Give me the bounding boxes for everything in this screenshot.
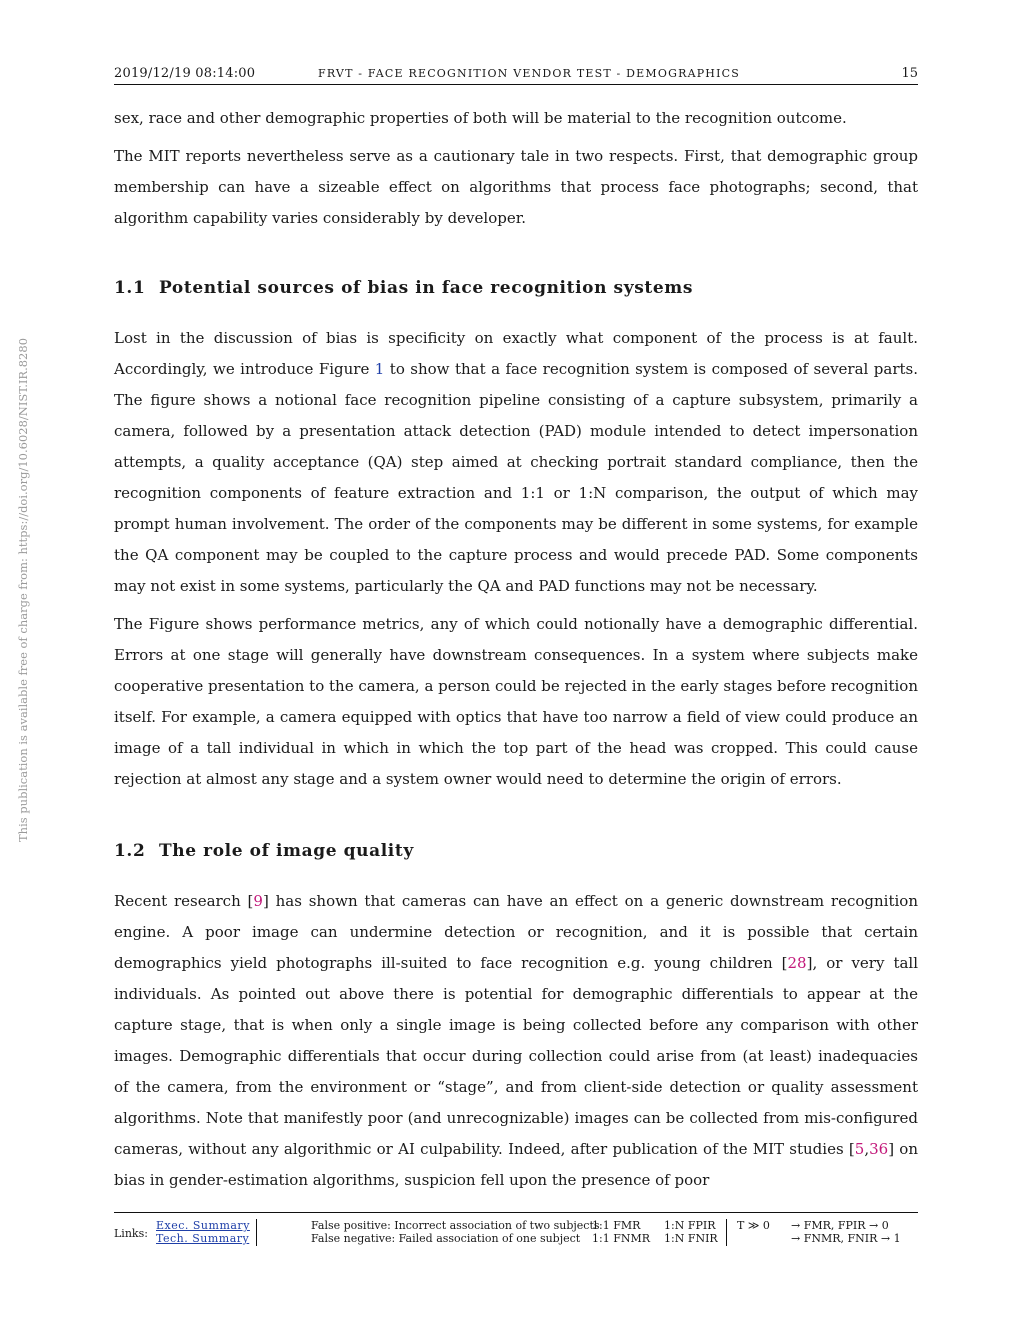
page-body	[114, 103, 918, 1196]
header-title: FRVT - FACE RECOGNITION VENDOR TEST - DEMOGRAPHICS	[318, 67, 741, 80]
section-heading-bias-sources	[114, 278, 918, 298]
section-title: Potential sources of bias in face recognition systems	[159, 278, 693, 298]
running-header	[114, 64, 918, 85]
citation-link[interactable]: 9	[253, 892, 263, 910]
paragraph-mit-reports: The MIT reports nevertheless serve as a cautionary tale in two respects. First, that demographic group membership can have a sizeable effect on algorithms that process face photographs; second, that algorithm capability varies considerably by developer.	[114, 147, 918, 227]
citation-link[interactable]: 36	[869, 1140, 889, 1158]
paragraph-performance-metrics: The Figure shows performance metrics, any of which could notionally have a demographic differential. Errors at one stage will generally have downstream consequences. In a system where subjects make cooperative presentation to the camera, a person could be rejected in the early stages before recognition itself. For example, a camera equipped with optics that have too narrow a field of view could produce an image of a tall individual in which in which the top part of the head was cropped. This could cause rejection at almost any stage and a system owner would need to determine the origin of errors.	[114, 615, 918, 788]
fmr-label: 1:1 FMR	[592, 1219, 641, 1232]
section-number: 1.2	[114, 841, 146, 861]
citation-link[interactable]: 5	[854, 1140, 865, 1158]
footer-divider	[726, 1219, 727, 1246]
paragraph-pipeline	[114, 323, 918, 602]
links-label: Links:	[114, 1227, 148, 1240]
text-run: Recent research [	[114, 892, 254, 910]
false-negative-limit: → FNMR, FNIR → 1	[791, 1232, 901, 1245]
header-date: 2019/12/19 08:14:00	[114, 66, 256, 81]
text-run: ], or very tall individuals. As pointed out above there is potential for demographic differentials to appear at the capture stage, that is when only a single image is being collected before any comparison with other images. Demographic differentials that occur during collection could arise from (at least) inadequacies of the camera, from the environment or “stage”, and from client-side detection or quality assessment algorithms. Note that manifestly poor (and unrecognizable) images can be collected from mis-configured cameras, without any algorithmic or AI culpability. Indeed, after publication of the MIT studies [	[114, 954, 919, 1158]
fnir-label: 1:N FNIR	[664, 1232, 718, 1245]
threshold-label: T ≫ 0	[737, 1219, 770, 1232]
doi-sidebar: This publication is available free of charge from: https://doi.org/10.6028/NIST.IR.8280	[16, 337, 30, 842]
citation-link[interactable]: 28	[787, 954, 807, 972]
section-title: The role of image quality	[159, 841, 414, 861]
text-run: Lost in the discussion of bias is specificity on exactly what component of the process is at fault. Accordingly, we introduce Figure	[114, 329, 918, 378]
text-run: ,	[864, 1140, 870, 1158]
page-footer	[114, 1212, 918, 1253]
text-run: to show that a face recognition system is composed of several parts. The figure shows a notional face recognition pipeline consisting of a capture subsystem, primarily a camera, followed by a presentation attack detection (PAD) module intended to detect impersonation attempts, a quality acceptance (QA) step aimed at checking portrait standard compliance, then the recognition components of feature extraction and 1:1 or 1:N comparison, the output of which may prompt human involvement. The order of the components may be different in some systems, for example the QA component may be coupled to the capture process and would precede PAD. Some components may not exist in some systems, particularly the QA and PAD functions may not be necessary.	[114, 360, 918, 595]
section-number: 1.1	[114, 278, 146, 298]
false-positive-definition: False positive: Incorrect association of two subjects	[311, 1219, 600, 1232]
false-positive-limit: → FMR, FPIR → 0	[791, 1219, 889, 1232]
figure-link[interactable]: 1	[374, 360, 385, 378]
paragraph-image-quality	[114, 886, 918, 1196]
fpir-label: 1:N FPIR	[664, 1219, 716, 1232]
section-heading-image-quality	[114, 841, 918, 861]
fnmr-label: 1:1 FNMR	[592, 1232, 651, 1245]
exec-summary-link[interactable]: Exec. Summary	[156, 1219, 250, 1232]
false-negative-definition: False negative: Failed association of one subject	[311, 1232, 581, 1245]
page-number: 15	[901, 66, 918, 81]
paragraph-continuation: sex, race and other demographic properties of both will be material to the recognition outcome.	[114, 109, 847, 127]
text-run: ] has shown that cameras can have an effect on a generic downstream recognition engine. A poor image can undermine detection or recognition, and it is possible that certain demographics yield photographs ill-suited to face recognition e.g. young children [	[114, 892, 918, 972]
tech-summary-link[interactable]: Tech. Summary	[156, 1232, 250, 1245]
text-run: ] on bias in gender-estimation algorithms, suspicion fell upon the presence of poor	[114, 1140, 918, 1189]
footer-divider	[256, 1219, 257, 1246]
